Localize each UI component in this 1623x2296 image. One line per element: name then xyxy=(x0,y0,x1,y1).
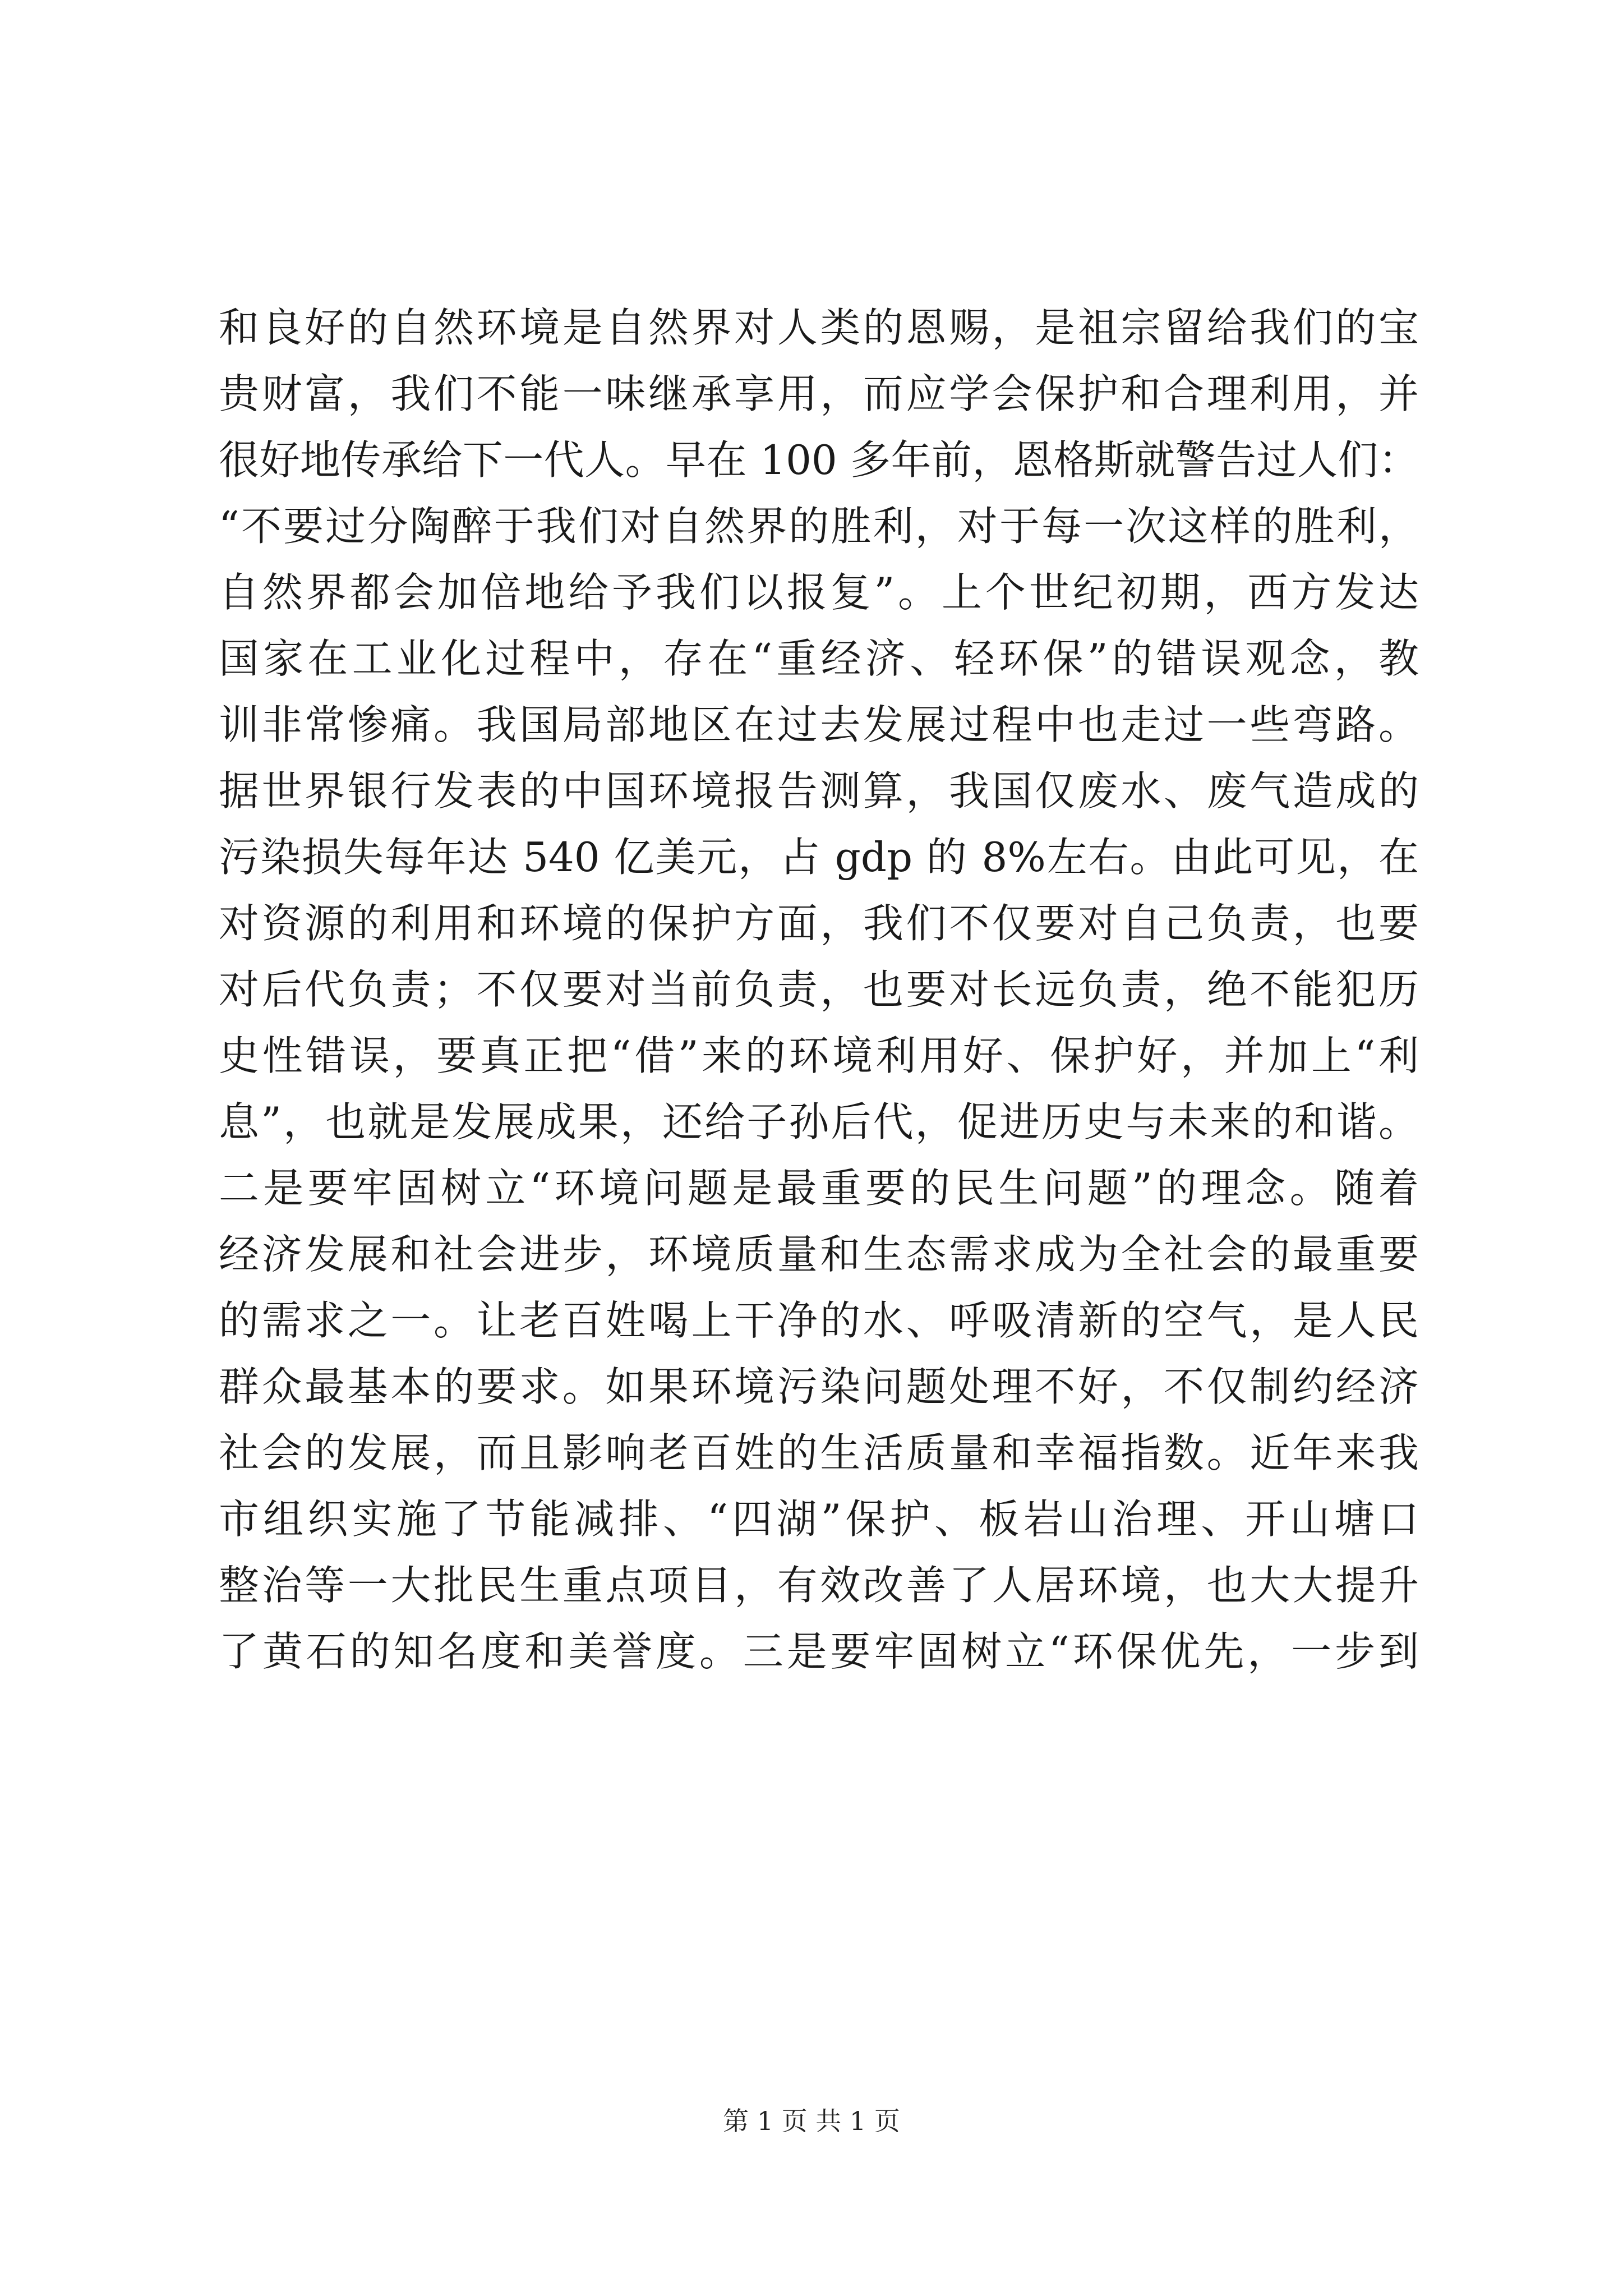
text-line: 贵财富，我们不能一味继承享用，而应学会保护和合理利用，并 xyxy=(219,370,1419,417)
text-line: 据世界银行发表的中国环境报告测算，我国仅废水、废气造成的 xyxy=(219,767,1419,815)
text-line: 的需求之一。让老百姓喝上干净的水、呼吸清新的空气，是人民 xyxy=(219,1297,1419,1344)
text-line: 二是要牢固树立“环境问题是最重要的民生问题”的理念。随着 xyxy=(219,1165,1419,1212)
text-line: 经济发展和社会进步，环境质量和生态需求成为全社会的最重要 xyxy=(219,1231,1419,1278)
page-footer xyxy=(0,2101,1623,2138)
body-paragraph xyxy=(219,295,1419,1685)
text-line: 整治等一大批民生重点项目，有效改善了人居环境，也大大提升 xyxy=(219,1562,1419,1609)
text-line: 污染损失每年达 540 亿美元，占 gdp 的 8%左右。由此可见，在 xyxy=(219,834,1419,881)
text-line: 国家在工业化过程中，存在“重经济、轻环保”的错误观念，教 xyxy=(219,635,1419,682)
page-number-label: 第 1 页 共 1 页 xyxy=(723,2106,900,2136)
text-line: 了黄石的知名度和美誉度。三是要牢固树立“环保优先，一步到 xyxy=(219,1628,1419,1675)
text-line: 对资源的利用和环境的保护方面，我们不仅要对自己负责，也要 xyxy=(219,900,1419,947)
text-line: 息”，也就是发展成果，还给子孙后代，促进历史与未来的和谐。 xyxy=(219,1098,1419,1145)
text-line: 和良好的自然环境是自然界对人类的恩赐，是祖宗留给我们的宝 xyxy=(219,304,1419,351)
text-line: 史性错误，要真正把“借”来的环境利用好、保护好，并加上“利 xyxy=(219,1032,1419,1079)
text-line: 市组织实施了节能减排、“四湖”保护、板岩山治理、开山塘口 xyxy=(219,1496,1419,1543)
text-line: “不要过分陶醉于我们对自然界的胜利，对于每一次这样的胜利， xyxy=(219,503,1419,550)
text-line: 训非常惨痛。我国局部地区在过去发展过程中也走过一些弯路。 xyxy=(219,701,1419,748)
text-line: 社会的发展，而且影响老百姓的生活质量和幸福指数。近年来我 xyxy=(219,1429,1419,1476)
text-line: 很好地传承给下一代人。早在 100 多年前，恩格斯就警告过人们： xyxy=(219,436,1419,484)
text-line: 群众最基本的要求。如果环境污染问题处理不好，不仅制约经济 xyxy=(219,1363,1419,1410)
text-line: 对后代负责；不仅要对当前负责，也要对长远负责，绝不能犯历 xyxy=(219,966,1419,1013)
text-line: 自然界都会加倍地给予我们以报复”。上个世纪初期，西方发达 xyxy=(219,569,1419,616)
